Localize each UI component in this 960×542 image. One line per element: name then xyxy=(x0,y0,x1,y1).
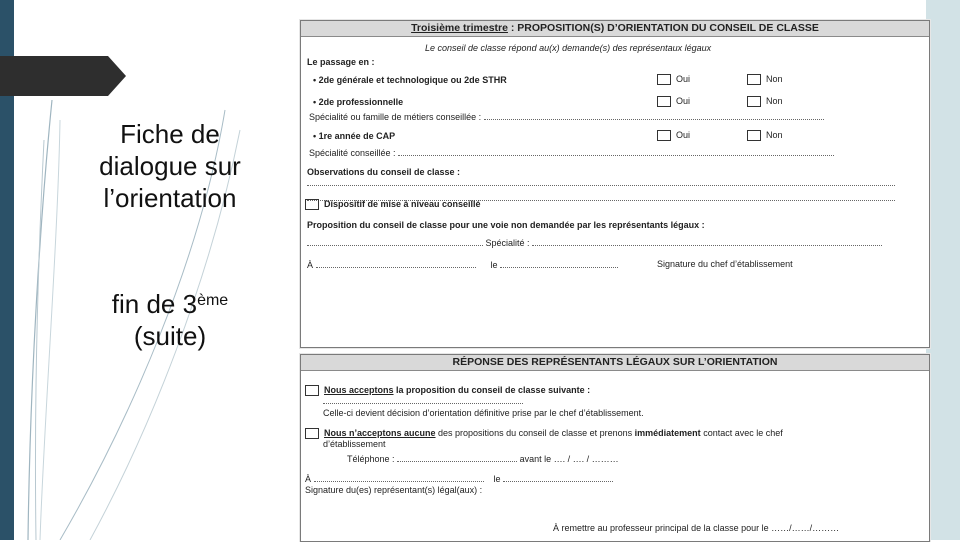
specialite-famille-line xyxy=(309,111,824,122)
subtitle-sup: ème xyxy=(197,292,229,309)
dispositif-label: Dispositif de mise à niveau conseillé xyxy=(324,199,481,209)
proposition-panel xyxy=(300,20,930,348)
place-date-line xyxy=(307,259,618,270)
panel1-subheader: Le conseil de classe répond au(x) demande(s) des représentaux légaux xyxy=(425,43,712,53)
panel1-header xyxy=(301,21,929,37)
yes-label: Oui xyxy=(676,130,691,140)
no-label: Non xyxy=(766,74,783,84)
checkbox[interactable] xyxy=(657,74,671,85)
no-label: Non xyxy=(766,96,783,106)
refuse-line2: d’établissement xyxy=(323,439,386,449)
specialite-conseillee-line xyxy=(309,147,834,158)
telephone-label: Téléphone : xyxy=(347,454,395,464)
dispositif-option[interactable] xyxy=(305,199,481,210)
option-cap-yes[interactable] xyxy=(657,130,690,141)
option-2gt-label: 2de générale et technologique ou 2de STHR xyxy=(318,75,507,85)
avant-le-label: avant le …. / …. / ……… xyxy=(519,454,619,464)
checkbox[interactable] xyxy=(747,96,761,107)
dotted-field[interactable] xyxy=(484,111,824,120)
accept-label-a: Nous acceptons xyxy=(324,385,394,395)
option-cap-label: 1re année de CAP xyxy=(318,131,396,141)
decision-text: Celle-ci devient décision d’orientation définitive prise par le chef d’établissement. xyxy=(323,408,644,418)
accept-proposition-field[interactable] xyxy=(323,395,523,406)
no-label: Non xyxy=(766,130,783,140)
a-label: À xyxy=(307,260,314,270)
checkbox[interactable] xyxy=(657,96,671,107)
refuse-label-c: immédiatement xyxy=(634,428,701,438)
checkbox[interactable] xyxy=(747,130,761,141)
observations-label: Observations du conseil de classe : xyxy=(307,167,461,177)
panel2-header: RÉPONSE DES REPRÉSENTANTS LÉGAUX SUR L’ORIENTATION xyxy=(301,355,929,371)
refuse-label-d: contact avec le chef xyxy=(700,428,783,438)
a-label: À xyxy=(305,474,312,484)
option-2pro: • 2de professionnelle xyxy=(313,97,404,107)
dotted-field[interactable] xyxy=(316,259,476,268)
checkbox[interactable] xyxy=(305,199,319,210)
dotted-field[interactable] xyxy=(314,473,484,482)
right-accent-bar xyxy=(926,0,960,540)
option-2gt-no[interactable] xyxy=(747,74,783,85)
subtitle-end: (suite) xyxy=(133,321,207,351)
yes-label: Oui xyxy=(676,96,691,106)
subtitle-base: fin de 3 xyxy=(111,289,198,319)
telephone-line xyxy=(347,453,619,464)
place-date-line-2 xyxy=(305,473,613,484)
proposition-label: Proposition du conseil de classe pour une voie non demandée par les représentants légaux : xyxy=(307,220,705,230)
option-2pro-yes[interactable] xyxy=(657,96,690,107)
specialite-famille-label: Spécialité ou famille de métiers conseillée : xyxy=(309,112,482,122)
chef-signature-label: Signature du chef d’établissement xyxy=(657,259,793,269)
yes-label: Oui xyxy=(676,74,691,84)
parents-signature-label: Signature du(es) représentant(s) légal(aux) : xyxy=(305,485,483,495)
checkbox[interactable] xyxy=(305,428,319,439)
refuse-option[interactable] xyxy=(305,428,783,439)
dotted-field[interactable] xyxy=(500,259,618,268)
dotted-field[interactable] xyxy=(503,473,613,482)
panel1-header-a: Troisième trimestre xyxy=(411,22,508,34)
dotted-field[interactable] xyxy=(532,237,882,246)
checkbox[interactable] xyxy=(305,385,319,396)
checkbox[interactable] xyxy=(747,74,761,85)
le-label: le xyxy=(490,260,498,270)
remettre-text: À remettre au professeur principal de la classe pour le ……/……/……… xyxy=(553,523,840,533)
dotted-field[interactable] xyxy=(398,147,834,156)
specialite-label: Spécialité : xyxy=(485,238,530,248)
dotted-field[interactable] xyxy=(323,395,523,404)
option-2pro-no[interactable] xyxy=(747,96,783,107)
panel1-header-b: : PROPOSITION(S) D’ORIENTATION DU CONSEIL DE CLASSE xyxy=(507,22,819,34)
passage-label: Le passage en : xyxy=(307,57,375,67)
option-2gt: • 2de générale et technologique ou 2de STHR xyxy=(313,75,507,85)
checkbox[interactable] xyxy=(657,130,671,141)
refuse-label-a: Nous n’acceptons aucune xyxy=(324,428,436,438)
accept-label-b: la proposition du conseil de classe suivante : xyxy=(393,385,591,395)
option-cap-no[interactable] xyxy=(747,130,783,141)
option-2pro-label: 2de professionnelle xyxy=(318,97,404,107)
dotted-field[interactable] xyxy=(397,453,517,462)
refuse-label-b: des propositions du conseil de classe et prenons xyxy=(435,428,635,438)
slide-subtitle xyxy=(70,288,270,352)
le-label: le xyxy=(493,474,501,484)
dotted-field[interactable] xyxy=(307,237,483,246)
slide-title: Fiche de dialogue sur l’orientation xyxy=(99,119,241,213)
response-panel xyxy=(300,354,930,542)
option-2gt-yes[interactable] xyxy=(657,74,690,85)
proposition-line xyxy=(307,237,882,248)
dotted-field[interactable] xyxy=(307,177,895,186)
option-cap: • 1re année de CAP xyxy=(313,131,396,141)
title-tab-shape xyxy=(0,56,126,96)
specialite-conseillee-label: Spécialité conseillée : xyxy=(309,148,396,158)
